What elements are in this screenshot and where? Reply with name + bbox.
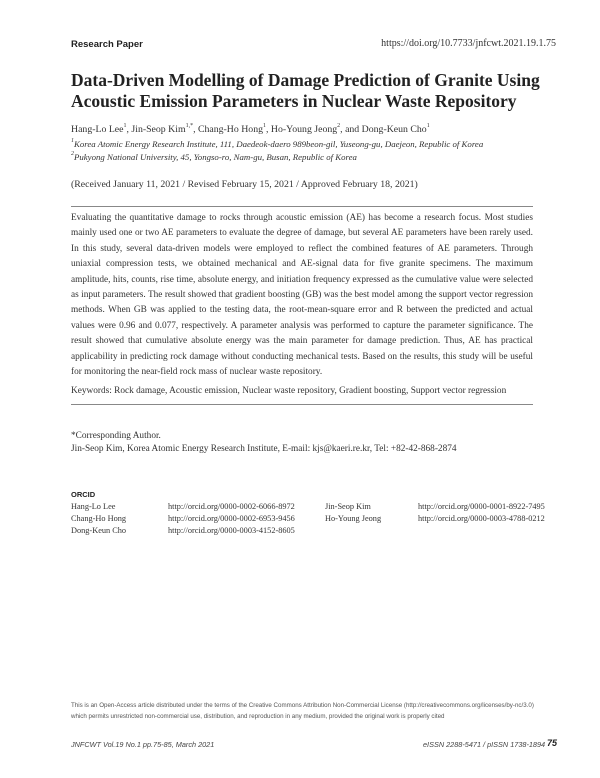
orcid-link[interactable]: http://orcid.org/0000-0002-6953-9456 [168,514,295,523]
orcid-link[interactable]: http://orcid.org/0000-0003-4788-0212 [418,514,545,523]
article-type-label: Research Paper [71,39,143,50]
affiliation-mark: 2 [71,151,74,157]
orcid-heading: ORCID [71,490,96,499]
orcid-link[interactable]: http://orcid.org/0000-0003-4152-8605 [168,526,295,535]
issn: eISSN 2288-5471 / pISSN 1738-1894 [423,740,546,749]
orcid-link[interactable]: http://orcid.org/0000-0001-8922-7495 [418,502,545,511]
abstract-top-rule [71,206,533,207]
author-name: Jin-Seop Kim [131,124,186,135]
orcid-name: Chang-Ho Hong [71,514,127,523]
orcid-name: Hang-Lo Lee [71,502,116,511]
orcid-link[interactable]: http://orcid.org/0000-0002-6066-8972 [168,502,295,511]
affiliation-text: Pukyong National University, 45, Yongso-ro, Nam-gu, Busan, Republic of Korea [74,152,357,162]
author-name: Hang-Lo Lee [71,124,124,135]
affiliation-2 [71,152,357,162]
author-affiliation-mark: 1 [123,123,127,129]
license-notice: This is an Open-Access article distributed under the terms of the Creative Commons Attribution Non-Commercial License (http://creativecommons.org/licenses/by-nc/3.0) which permits unrestricted non-commercial use, distribution, and reproduction in any medium, provided the original work is properly cited [71,702,534,720]
abstract-bottom-rule [71,404,533,405]
paper-title: Data-Driven Modelling of Damage Prediction of Granite Using Acoustic Emission Parameters in Nuclear Waste Repository [71,70,540,111]
orcid-name: Jin-Seop Kim [325,502,371,511]
orcid-name: Dong-Keun Cho [71,526,127,535]
author-conjunction: and [345,124,360,135]
author-name: Chang-Ho Hong [197,124,264,135]
author-name: Dong-Keun Cho [361,124,427,135]
page-number: 75 [547,738,558,748]
author-affiliation-mark: 2 [337,123,341,129]
author-affiliation-mark: 1,* [185,123,194,129]
corresponding-details: Jin-Seop Kim, Korea Atomic Energy Research Institute, E-mail: kjs@kaeri.re.kr, Tel: +82-42-868-2874 [71,444,457,454]
author-affiliation-mark: 1 [426,123,430,129]
corresponding-author [71,430,457,456]
affiliation-text: Korea Atomic Energy Research Institute, 111, Daedeok-daero 989beon-gil, Yuseong-gu, Daejeon, Republic of Korea [74,139,484,149]
author-list: Hang-Lo Lee$^1$, Jin-Seop Kim$^{1,*}$, Chang-Ho Hong$^1$, Ho-Young Jeong$^2$, and Dong-Keun Cho$^1$ [71,123,430,135]
abstract-text: Evaluating the quantitative damage to rocks through acoustic emission (AE) has become a research focus. Most studies mainly used one or two AE parameters to evaluate the degree of damage, but several AE parameters have been rarely used. In this study, several data-driven models were employed to reflect the combined features of AE parameters. Through uniaxial compression tests, we obtained mechanical and AE-signal data for five granite specimens. The maximum amplitude, hits, counts, rise time, absolute energy, and initiation frequency expressed as the cumulative value were selected as input parameters. The result showed that gradient boosting (GB) was the best model among the support vector regression methods. When GB was applied to the testing data, the root-mean-square error and R between the predicted and actual values were 0.96 and 0.077, respectively. A parameter analysis was performed to capture the parameter significance. The result showed that cumulative absolute energy was the main parameter for damage prediction. Thus, AE has practical applicability in predicting rock damage without conducting mechanical tests. Based on the results, this study will be useful for monitoring the near-field rock mass of nuclear waste repository. [71,213,533,378]
orcid-name: Ho-Young Jeong [325,514,382,523]
journal-citation: JNFCWT Vol.19 No.1 pp.75-85, March 2021 [71,740,215,749]
affiliation-1 [71,139,483,149]
author-affiliation-mark: 1 [263,123,267,129]
affiliation-mark: 1 [71,138,74,144]
author-name: Ho-Young Jeong [270,124,338,135]
corresponding-label: *Corresponding Author. [71,431,161,441]
received-dates: (Received January 11, 2021 / Revised February 15, 2021 / Approved February 18, 2021) [71,179,418,190]
doi-link[interactable]: https://doi.org/10.7733/jnfcwt.2021.19.1.75 [381,38,556,49]
keywords: Keywords: Rock damage, Acoustic emission, Nuclear waste repository, Gradient boosting, Support vector regression [71,386,507,396]
